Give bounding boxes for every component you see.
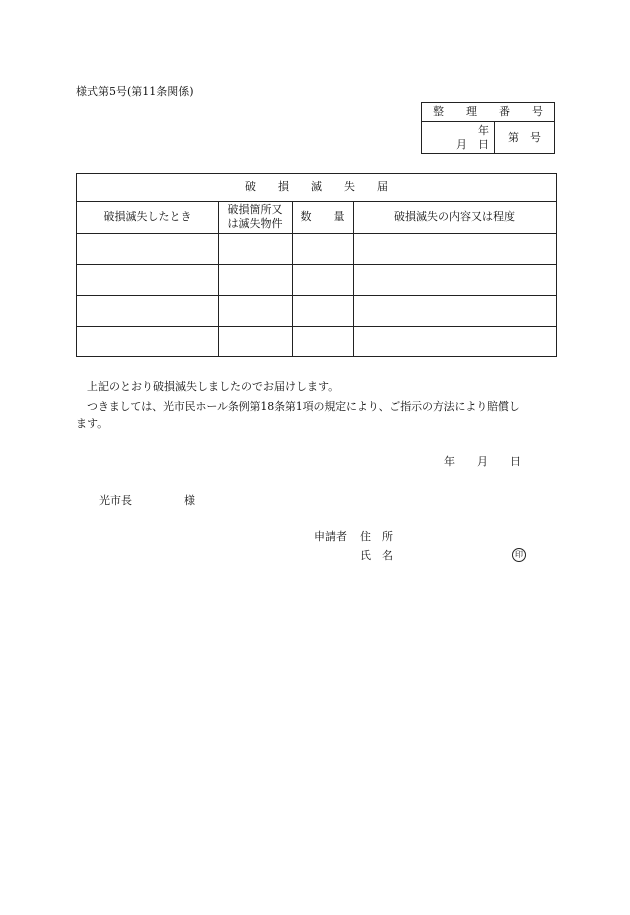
body-line-3: ます。 [76, 417, 109, 430]
applicant-label: 申請者 [314, 530, 347, 543]
reference-number-box [421, 102, 555, 154]
reference-number-header: 整 理 番 号 [433, 105, 543, 118]
body-line-1: 上記のとおり破損滅失しましたのでお届けします。 [87, 380, 340, 393]
applicant-name-label: 氏 名 [360, 549, 393, 562]
column-header-quantity: 数 量 [300, 210, 345, 223]
addressee-honorific: 様 [184, 494, 195, 507]
date-line: 年 月 日 [444, 455, 521, 468]
table-row[interactable] [77, 296, 556, 326]
reference-month-day-label: 月 日 [456, 138, 489, 151]
table-row[interactable] [77, 327, 556, 356]
column-header-detail: 破損滅失の内容又は程度 [394, 210, 515, 223]
column-header-place-line1: 破損箇所又 [227, 203, 283, 216]
addressee-name: 光市長 [99, 494, 132, 507]
reference-year-label: 年 [478, 124, 489, 137]
table-row[interactable] [77, 234, 556, 264]
body-line-2: つきましては、光市民ホール条例第18条第1項の規定により、ご指示の方法により賠償し [87, 400, 520, 413]
damage-loss-report-table [76, 173, 557, 357]
table-row[interactable] [77, 265, 556, 295]
column-header-when: 破損滅失したとき [103, 210, 192, 223]
seal-mark-label: 印 [515, 550, 523, 559]
seal-mark [512, 548, 526, 562]
applicant-address-label: 住 所 [360, 530, 393, 543]
table-title: 破 損 滅 失 届 [245, 180, 388, 193]
form-number-label: 様式第5号(第11条関係) [76, 85, 194, 98]
reference-number-label: 第 号 [508, 131, 541, 144]
column-header-place-line2: は滅失物件 [227, 217, 283, 230]
